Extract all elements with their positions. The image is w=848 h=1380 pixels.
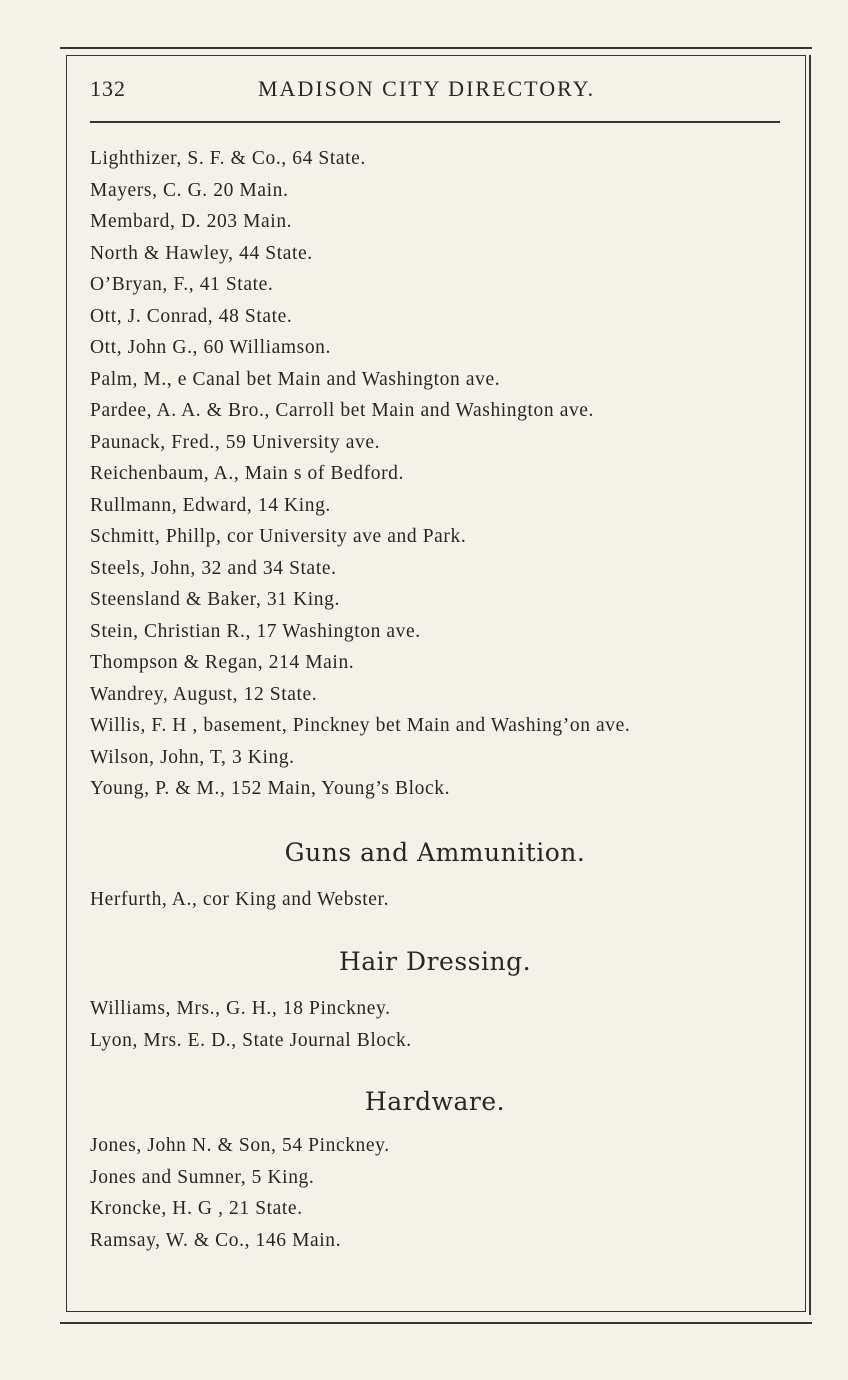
directory-entry: Thompson & Regan, 214 Main. — [90, 652, 355, 673]
section-hair-dressing-entries — [90, 993, 790, 1056]
directory-entry: Wandrey, August, 12 State. — [90, 683, 318, 705]
directory-entry: Pardee, A. A. & Bro., Carroll bet Main and Washington ave. — [90, 400, 595, 421]
directory-entry: Paunack, Fred., 59 University ave. — [90, 431, 381, 453]
directory-entry: O’Bryan, F., 41 State. — [90, 274, 274, 295]
directory-entry: Mayers, C. G. 20 Main. — [90, 179, 289, 201]
directory-entry: Stein, Christian R., 17 Washington ave. — [90, 620, 421, 642]
section-heading-hair-dressing: Hair Dressing. — [338, 947, 532, 976]
section-heading-hardware: Hardware. — [364, 1087, 506, 1116]
directory-entry: Membard, D. 203 Main. — [90, 211, 293, 232]
page-number: 132 — [90, 76, 126, 101]
directory-entry: North & Hawley, 44 State. — [90, 242, 313, 264]
directory-entry: Lyon, Mrs. E. D., State Journal Block. — [90, 1029, 412, 1051]
directory-entries — [90, 143, 790, 805]
directory-entry: Schmitt, Phillp, cor University ave and Park. — [90, 526, 467, 547]
directory-entry: Ott, John G., 60 Williamson. — [90, 337, 331, 358]
running-title: MADISON CITY DIRECTORY. — [258, 76, 596, 101]
directory-entry: Ramsay, W. & Co., 146 Main. — [90, 1229, 342, 1251]
page-frame-right-edge — [809, 55, 811, 1315]
directory-entry: Jones and Sumner, 5 King. — [90, 1166, 315, 1188]
page-header — [90, 76, 780, 108]
top-border-rule — [60, 47, 812, 49]
directory-entry: Jones, John N. & Son, 54 Pinckney. — [90, 1135, 390, 1156]
directory-entry: Reichenbaum, A., Main s of Bedford. — [90, 463, 404, 484]
directory-entry: Steels, John, 32 and 34 State. — [90, 557, 337, 579]
directory-entry: Rullmann, Edward, 14 King. — [90, 494, 331, 516]
section-guns-entries — [90, 884, 790, 916]
section-hardware-entries — [90, 1130, 790, 1256]
directory-entry: Young, P. & M., 152 Main, Young’s Block. — [90, 778, 451, 799]
bottom-border-rule — [60, 1322, 812, 1324]
directory-entry: Willis, F. H , basement, Pinckney bet Main and Washing’on ave. — [90, 715, 631, 736]
header-rule — [90, 121, 780, 123]
directory-entry: Wilson, John, T, 3 King. — [90, 746, 295, 768]
directory-entry: Lighthizer, S. F. & Co., 64 State. — [90, 148, 366, 169]
section-heading-guns: Guns and Ammunition. — [284, 838, 586, 867]
directory-entry: Williams, Mrs., G. H., 18 Pinckney. — [90, 998, 391, 1019]
directory-entry: Kroncke, H. G , 21 State. — [90, 1198, 303, 1219]
directory-entry: Palm, M., e Canal bet Main and Washington ave. — [90, 368, 501, 390]
directory-entry: Steensland & Baker, 31 King. — [90, 589, 340, 610]
directory-entry: Herfurth, A., cor King and Webster. — [90, 889, 390, 910]
directory-entry: Ott, J. Conrad, 48 State. — [90, 305, 293, 327]
